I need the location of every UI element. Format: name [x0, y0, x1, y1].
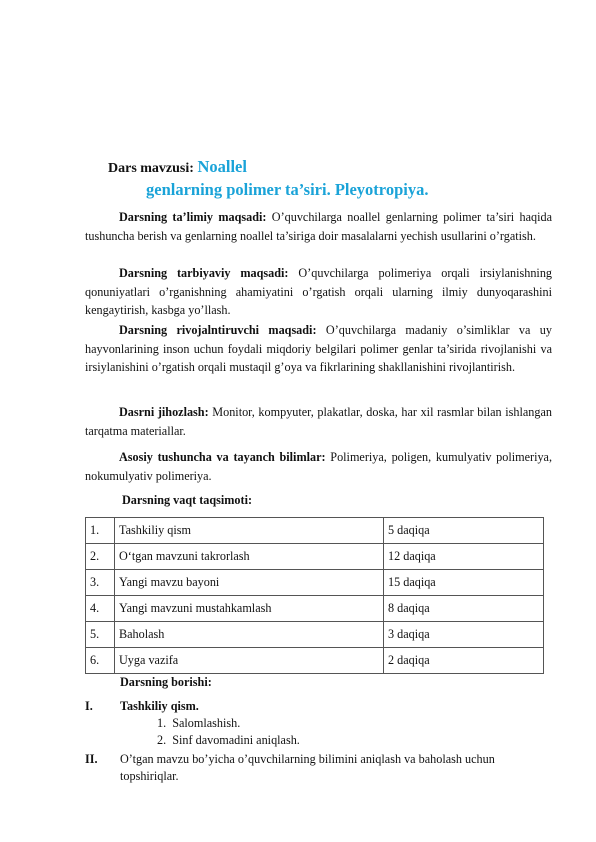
goal-text: O’quvchilarga noallel genlarning polimer ta’siri haqida tushuncha berish va genlarning noallel ta’siriga doir masalalarni yechish usullarini o’rgatish.	[85, 210, 552, 243]
goal-text: Monitor, kompyuter, plakatlar, doska, har xil rasmlar bilan ishlangan tarqatma materiallar.	[85, 405, 552, 438]
list-item-text: Salomlashish.	[172, 716, 241, 730]
row-number: 5.	[86, 622, 115, 648]
goal-text: O’quvchilarga polimeriya orqali irsiylanishning qonuniyatlari o’rganishning ahamiyatini o’rgatish orqali ularning ilmiy dunyoqarashini kengaytirish, kasbga yo’llash.	[85, 266, 553, 318]
section-roman-2: II.	[85, 752, 98, 766]
topic-title-part2: genlarning polimer ta’siri. Pleyotropiya.	[146, 180, 429, 199]
goal-label: Asosiy tushuncha va tayanch bilimlar:	[119, 450, 326, 464]
table-row	[86, 570, 544, 596]
row-time: 5 daqiqa	[384, 518, 544, 544]
table-row	[86, 544, 544, 570]
goal-upbringing	[85, 264, 552, 320]
equipment-paragraph	[85, 403, 552, 440]
row-task: Uyga vazifa	[115, 648, 384, 674]
procedure-heading: Darsning borishi:	[120, 675, 212, 689]
goal-label: Darsning tarbiyaviy maqsadi:	[119, 266, 289, 280]
row-number: 6.	[86, 648, 115, 674]
topic-title-part1: Noallel	[197, 157, 247, 176]
list-item	[157, 733, 300, 748]
table-row	[86, 622, 544, 648]
goal-label: Dasrni jihozlash:	[119, 405, 209, 419]
row-task: Baholash	[115, 622, 384, 648]
goal-text: Polimeriya, poligen, kumulyativ polimeriya, nokumulyativ polimeriya.	[85, 450, 553, 483]
section-text-2-line1: O’tgan mavzu bo’yicha o’quvchilarning bilimini aniqlash va baholash uchun	[120, 752, 495, 766]
list-item-number: 1.	[157, 716, 167, 730]
table-row	[86, 518, 544, 544]
row-time: 8 daqiqa	[384, 596, 544, 622]
goal-text: O’quvchilarga madaniy o’simliklar va uy hayvonlarining inson uchun foydali miqdoriy belgilari polimer genlar ta’sirida rivojlanishi va irsiylanishini o’rgatish orqali mustaqil g’oya va fikrlarining shakllanishini rivojlantirish.	[85, 323, 552, 375]
goal-label: Darsning ta’limiy maqsadi:	[119, 210, 267, 224]
row-number: 3.	[86, 570, 115, 596]
row-number: 2.	[86, 544, 115, 570]
schedule-heading: Darsning vaqt taqsimoti:	[122, 493, 253, 507]
list-item-number: 2.	[157, 733, 167, 747]
list-item	[157, 716, 240, 731]
row-task: Yangi mavzuni mustahkamlash	[115, 596, 384, 622]
section-roman-1: I.	[85, 699, 93, 713]
goal-label: Darsning rivojalntiruvchi maqsadi:	[119, 323, 317, 337]
section-title-1: Tashkiliy qism.	[120, 699, 199, 713]
row-time: 2 daqiqa	[384, 648, 544, 674]
row-task: Tashkiliy qism	[115, 518, 384, 544]
topic-label: Dars mavzusi:	[108, 161, 194, 176]
topic-title-line1	[108, 157, 247, 177]
goal-developmental	[85, 321, 552, 377]
table-row	[86, 596, 544, 622]
row-time: 12 daqiqa	[384, 544, 544, 570]
row-task: O‘tgan mavzuni takrorlash	[115, 544, 384, 570]
row-number: 1.	[86, 518, 115, 544]
row-task: Yangi mavzu bayoni	[115, 570, 384, 596]
row-number: 4.	[86, 596, 115, 622]
row-time: 15 daqiqa	[384, 570, 544, 596]
table-row	[86, 648, 544, 674]
schedule-table	[85, 517, 544, 674]
key-concepts-paragraph	[85, 448, 552, 485]
section-text-2-line2: topshiriqlar.	[120, 769, 179, 783]
list-item-text: Sinf davomadini aniqlash.	[172, 733, 300, 747]
row-time: 3 daqiqa	[384, 622, 544, 648]
goal-educational	[85, 208, 552, 245]
